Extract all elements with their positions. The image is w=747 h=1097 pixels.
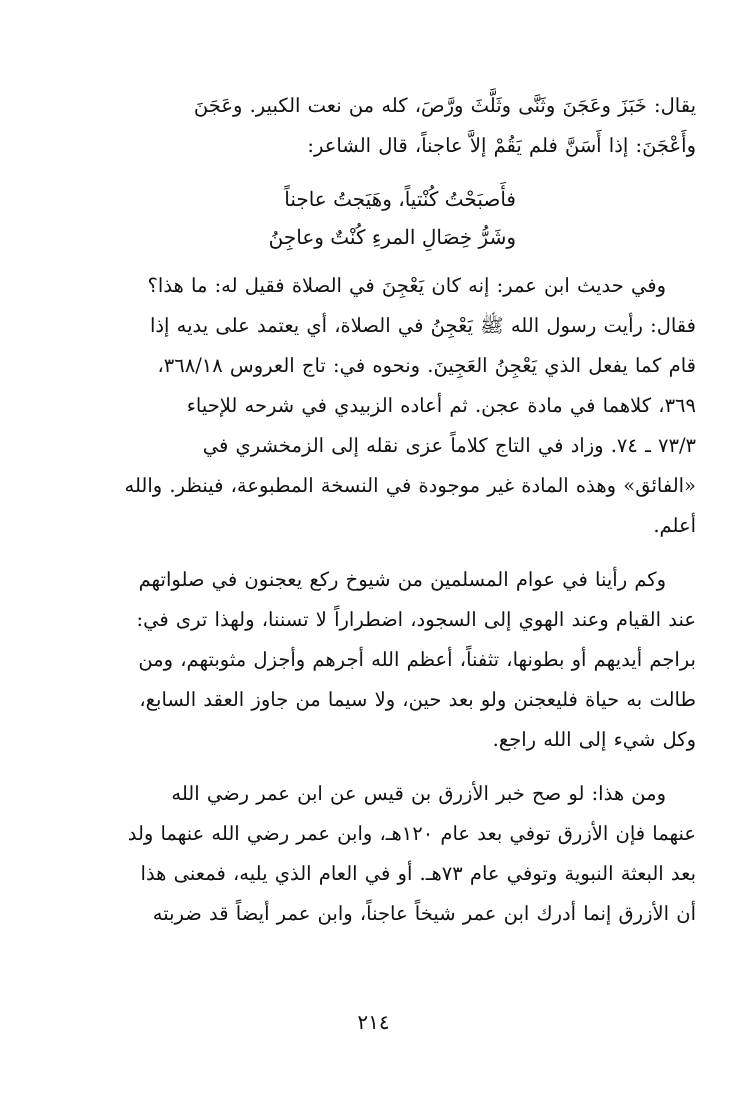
poem-verse-first: فأَصبَحْتُ كُنْتياً، وهَيَجتُ عاجناً	[284, 187, 516, 211]
text-line: بعد البعثة النبوية وتوفي عام ٧٣هـ. أو في العام الذي يليه، فمعنى هذا	[140, 862, 696, 885]
text-line: وأَعْجَنَ: إذا أَسَنَّ فلم يَقُمْ إلاَّ عاجناً، قال الشاعر:	[307, 134, 696, 157]
text-line: عنهما فإن الأزرق توفي بعد عام ١٢٠هـ، وابن عمر رضي الله عنهما ولد	[127, 822, 696, 845]
page-body	[60, 86, 696, 948]
poem-verse-second: وشَرُّ خِصَالِ المرءِ كُنْتٌ وعاجِنُ	[268, 225, 516, 249]
paragraph-definition	[60, 86, 696, 166]
text-line: يقال: خَبَزَ وعَجَنَ وثَنَّى وثَلَّثَ ورَّصَ، كله من نعت الكبير. وعَجَنَ	[193, 94, 696, 117]
text-line: وكم رأينا في عوام المسلمين من شيوخ ركع يعجنون في صلواتهم	[138, 568, 666, 591]
paragraph-azraq	[60, 774, 696, 934]
text-line: طالت به حياة فليعجنن ولو بعد حين، ولا سيما من جاوز العقد السابع،	[139, 688, 696, 711]
paragraph-observation	[60, 560, 696, 760]
text-line: وفي حديث ابن عمر: إنه كان يَعْجِنَ في الصلاة فقيل له: ما هذا؟	[147, 274, 666, 297]
text-line: عند القيام وعند الهوي إلى السجود، اضطراراً لا تسننا، ولهذا ترى في:	[136, 608, 696, 631]
text-line: ومن هذا: لو صح خبر الأزرق بن قيس عن ابن عمر رضي الله	[171, 782, 666, 805]
text-line: ٧٣/٣ ـ ٧٤. وزاد في التاج كلاماً عزى نقله إلى الزمخشري في	[202, 434, 696, 457]
paragraph-hadith	[60, 266, 696, 546]
text-line: قام كما يفعل الذي يَعْجِنُ العَجِينَ. ونحوه في: تاج العروس ٣٦٨/١٨،	[157, 354, 696, 377]
text-line: أن الأزرق إنما أدرك ابن عمر شيخاً عاجناً، وابن عمر أيضاً قد ضربته	[152, 902, 696, 925]
text-line: وكل شيء إلى الله راجع.	[492, 728, 696, 751]
page-number: ٢١٤	[357, 1010, 390, 1034]
text-line: «الفائق» وهذه المادة غير موجودة في النسخة المطبوعة، فينظر. والله	[124, 474, 696, 497]
text-line: أعلم.	[653, 514, 696, 537]
text-line: ٣٦٩، كلاهما في مادة عجن. ثم أعاده الزبيدي في شرحه للإحياء	[186, 394, 696, 417]
text-line: فقال: رأيت رسول الله ﷺ يَعْجِنُ في الصلاة، أي يعتمد على يديه إذا	[149, 314, 696, 337]
poem-verses	[60, 180, 696, 256]
text-line: براجم أيديهم أو بطونها، تثفناً، أعظم الله أجرهم وأجزل مثوبتهم، ومن	[138, 648, 696, 671]
